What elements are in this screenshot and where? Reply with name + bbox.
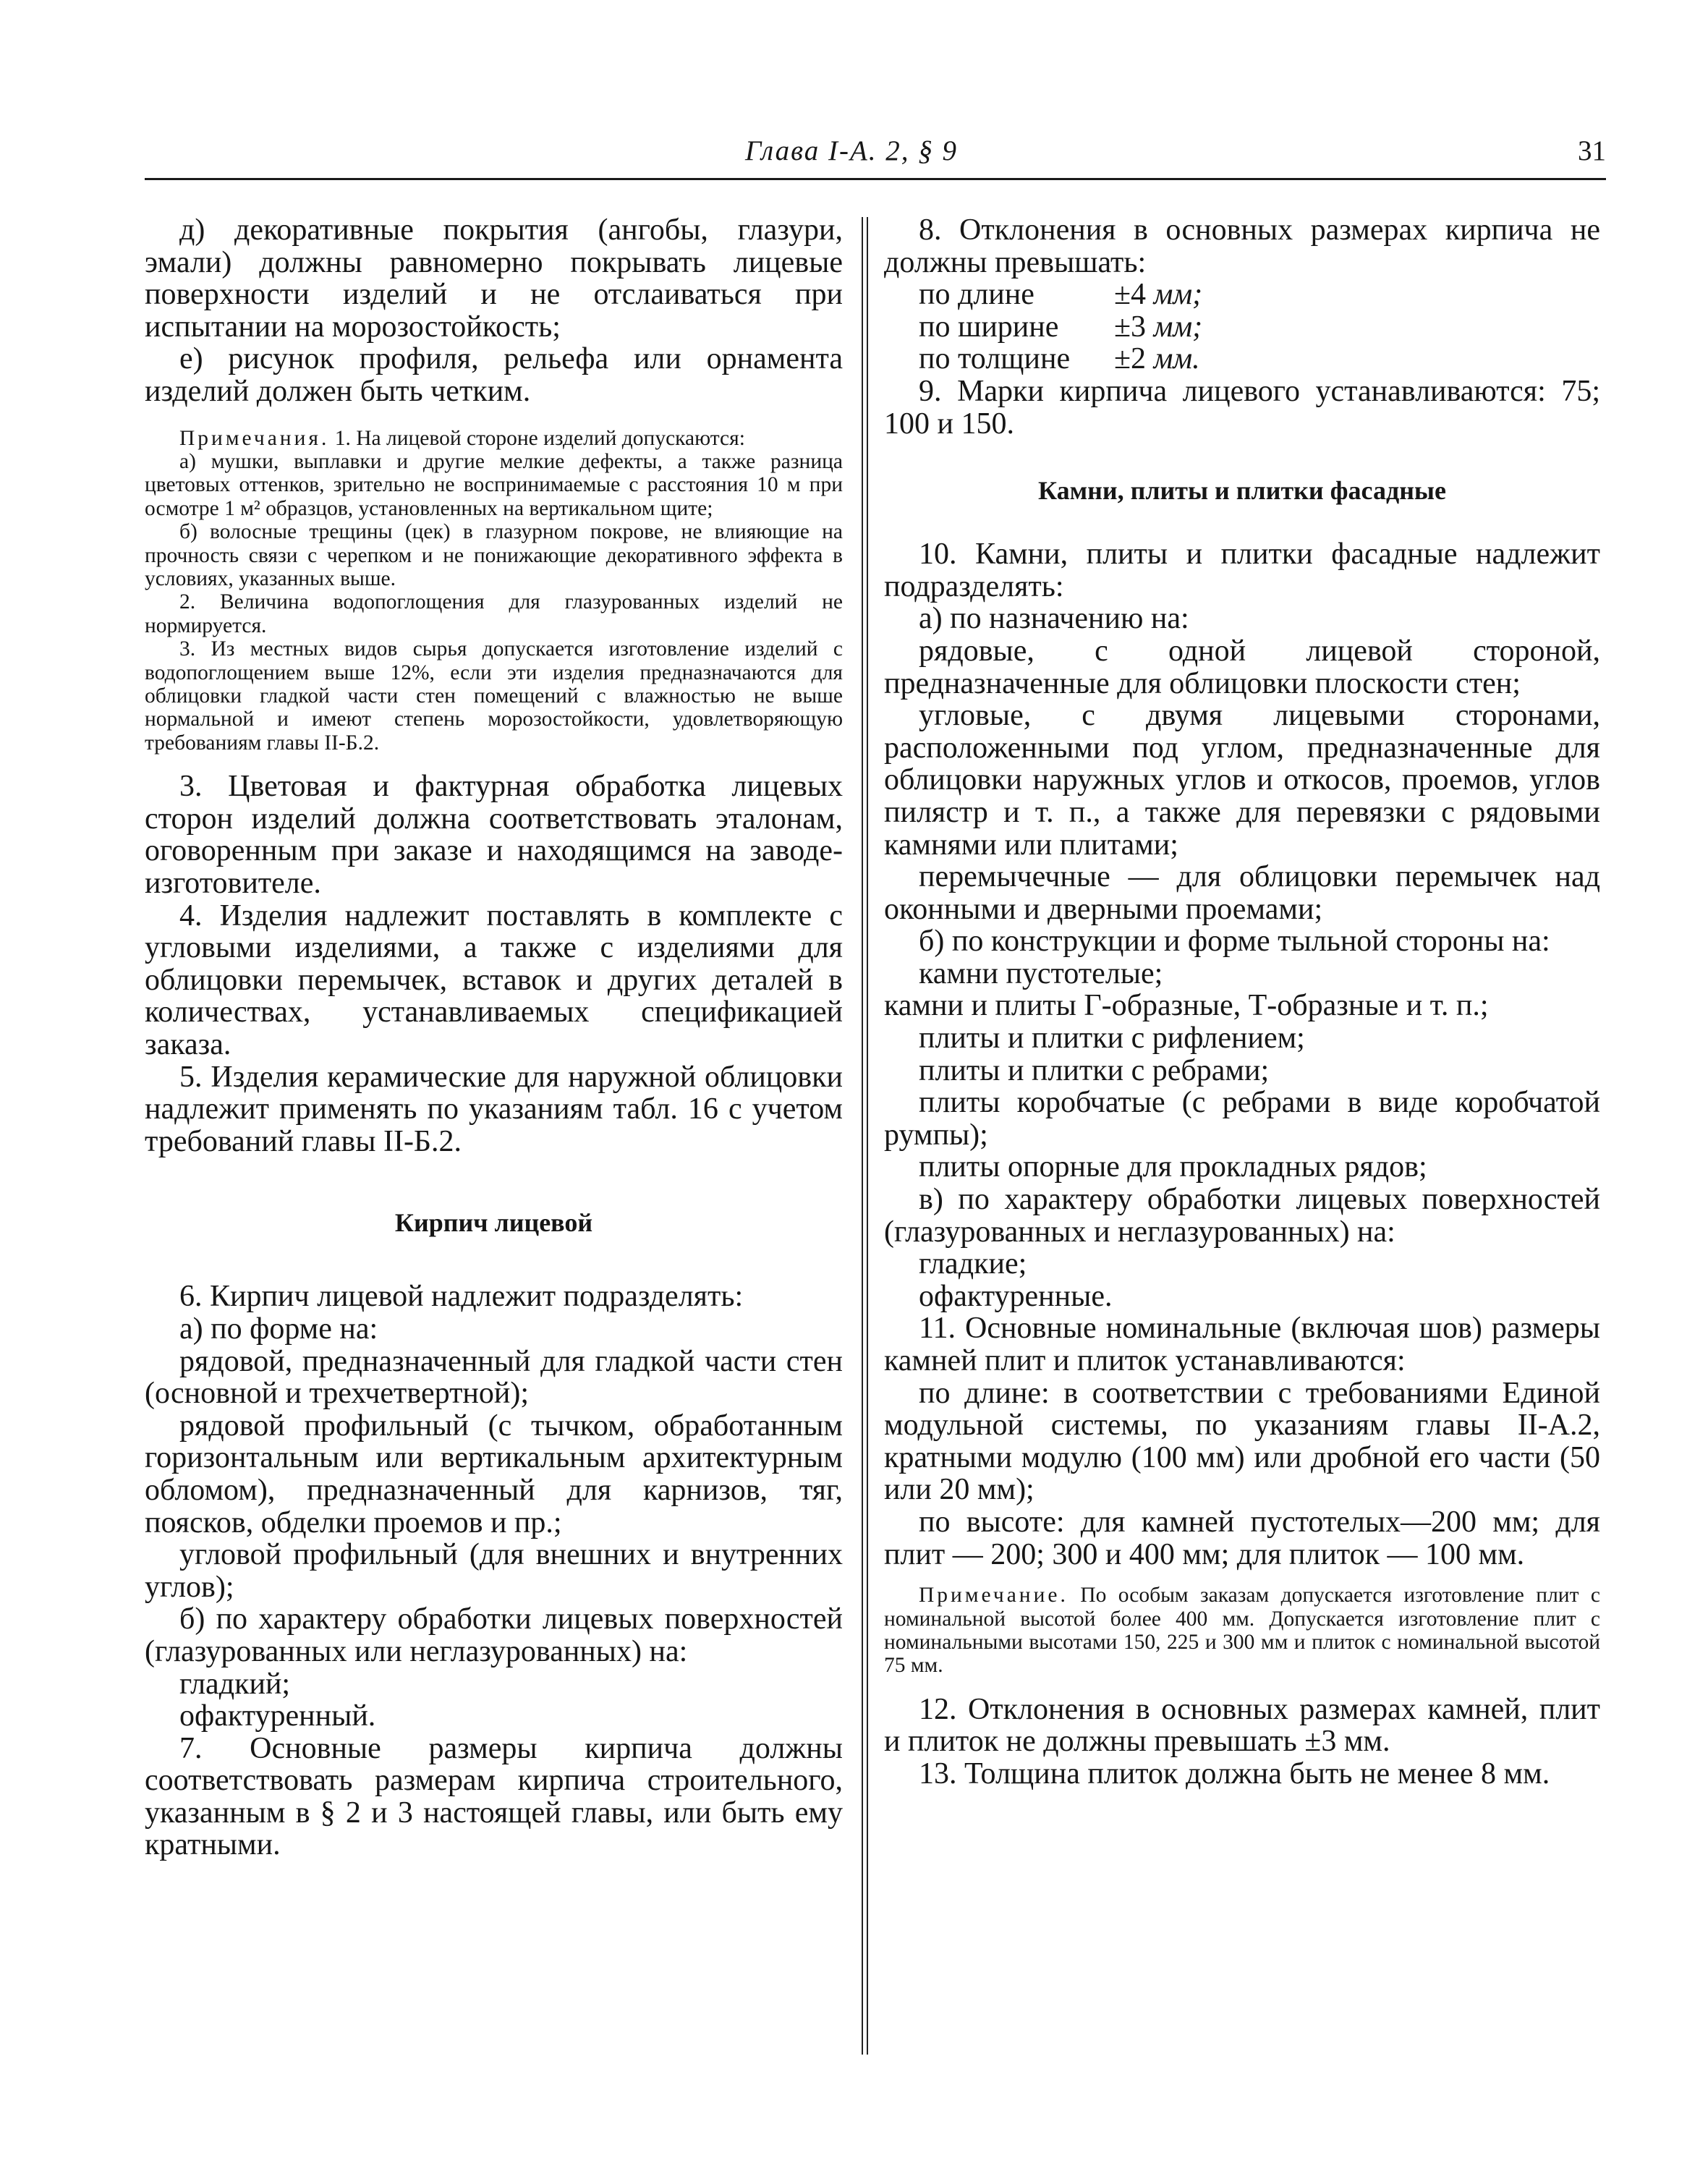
paragraph-12: 12. Отклонения в основных размерах камней, плит и плиток не должны превышать ±3 мм. [884, 1692, 1600, 1759]
paragraph-6-b-2: офактуренный. [179, 1699, 376, 1733]
paragraph-10-b-5: плиты коробчатые (с ребрами в виде коробчатой румпы); [884, 1086, 1600, 1152]
paragraph-9: 9. Марки кирпича лицевого устанавливаются: 75; 100 и 150. [884, 374, 1600, 441]
paragraph-11-length: по длине: в соответствии с требованиями Единой модульной системы, по указаниям главы II-А.2, кратными модулю (100 мм) или дробной его части (50 или 20 мм); [884, 1376, 1600, 1507]
paragraph-10-b-6: плиты опорные для прокладных рядов; [919, 1150, 1427, 1184]
paragraph-10-a-3: перемычечные — для облицовки перемычек над оконными и дверными проемами; [884, 860, 1600, 926]
note-3: 3. Из местных видов сырья допускается изготовление изделий с водопоглощением выше 12%, если эти изделия предназначаются для облицовки гладкой части стен помещений с влажностью не выше нормальной и имеют степень морозостойкости, удовлетворяющую требованиям главы II-Б.2. [145, 637, 843, 755]
paragraph-10-a-1: рядовые, с одной лицевой стороной, предназначенные для облицовки плоскости стен; [884, 634, 1600, 700]
paragraph-4: 4. Изделия надлежит поставлять в комплекте с угловыми изделиями, а также с изделиями для облицовки перемычек, вставок и других деталей в количествах, устанавливаемых спецификацией заказа. [145, 899, 843, 1061]
paragraph-10-c-1: гладкие; [919, 1247, 1027, 1281]
paragraph-10-b-2: камни и плиты Г-образные, Т-образные и т. п.; [884, 989, 1489, 1023]
tolerance-unit: мм; [1153, 278, 1203, 312]
tolerance-label: по ширине [919, 310, 1059, 344]
paragraph-6: 6. Кирпич лицевой надлежит подразделять: [179, 1280, 744, 1314]
paragraph-10-c-2: офактуренные. [919, 1279, 1113, 1313]
tolerance-value: ±4 [1114, 278, 1147, 312]
column-divider [862, 217, 868, 2055]
section-heading-brick: Кирпич лицевой [394, 1208, 593, 1238]
header-rule [145, 178, 1606, 180]
tolerance-row [884, 311, 1600, 344]
note-1-intro: 1. На лицевой стороне изделий допускаются: [334, 426, 745, 450]
page-number: 31 [1578, 135, 1606, 166]
tolerance-row [884, 279, 1600, 311]
paragraph-6-a-3: угловой профильный (для внешних и внутренних углов); [145, 1538, 843, 1604]
paragraph-13: 13. Толщина плиток должна быть не менее 8 мм. [919, 1757, 1550, 1791]
paragraph-7: 7. Основные размеры кирпича должны соответствовать размерам кирпича строительного, указанным в § 2 и 3 настоящей главы, или быть ему кратными. [145, 1731, 843, 1862]
notes-label: Примечания. [179, 426, 330, 450]
tolerance-label: по толщине [919, 342, 1071, 376]
note-1-a: а) мушки, выплавки и другие мелкие дефекты, а также разница цветовых оттенков, зрительно не воспринимаемые с расстояния 10 м при осмотре 1 м² образцов, установленных на вертикальном щите; [145, 449, 843, 520]
paragraph-5: 5. Изделия керамические для наружной облицовки надлежит применять по указаниям табл. 16 с учетом требований главы II-Б.2. [145, 1060, 843, 1158]
paragraph-10-b-1: камни пустотелые; [919, 956, 1163, 990]
note-label: Примечание. [919, 1584, 1068, 1607]
note-2: 2. Величина водопоглощения для глазурованных изделий не нормируется. [145, 590, 843, 637]
left-column [145, 214, 843, 1861]
tolerance-value: ±3 [1114, 310, 1147, 344]
note-1-b: б) волосные трещины (цек) в глазурном покрове, не влияющие на прочность связи с черепком и не понижающие декоративного эффекта в условиях, указанных выше. [145, 520, 843, 590]
notes-intro [145, 427, 843, 450]
paragraph-6-a-1: рядовой, предназначенный для гладкой части стен (основной и трехчетвертной); [145, 1344, 843, 1411]
note-11 [884, 1584, 1600, 1678]
paragraph-10-a: а) по назначению на: [919, 602, 1189, 636]
tolerance-unit: мм; [1153, 310, 1203, 344]
paragraph-10-b-3: плиты и плитки с рифлением; [919, 1021, 1305, 1055]
paragraph-6-a-2: рядовой профильный (с тычком, обработанным горизонтальным или вертикальным архитектурным обломом), предназначенный для карнизов, тяг, поясков, обделки проемов и пр.; [145, 1409, 843, 1539]
paragraph-11: 11. Основные номинальные (включая шов) размеры камней плит и плиток устанавливаются: [884, 1312, 1600, 1377]
paragraph-3: 3. Цветовая и фактурная обработка лицевых сторон изделий должна соответствовать эталонам, оговоренным при заказе и находящимся на заводе-изготовителе. [145, 770, 843, 901]
paragraph-10-b: б) по конструкции и форме тыльной стороны на: [919, 925, 1550, 959]
paragraph-10: 10. Камни, плиты и плитки фасадные надлежит подразделять: [884, 538, 1600, 603]
paragraph-8: 8. Отклонения в основных размерах кирпича не должны превышать: [884, 213, 1600, 279]
paragraph-e: е) рисунок профиля, рельефа или орнамента изделий должен быть четким. [145, 342, 843, 408]
running-header [145, 135, 1606, 175]
paragraph-10-c: в) по характеру обработки лицевых поверхностей (глазурованных и неглазурованных) на: [884, 1183, 1600, 1249]
tolerance-unit: мм. [1153, 342, 1200, 376]
brick-tolerances [884, 279, 1600, 375]
paragraph-6-b-1: гладкий; [179, 1667, 291, 1701]
paragraph-6-a: а) по форме на: [179, 1312, 378, 1346]
note-11-text: По особым заказам допускается изготовление плит с номинальной высотой более 400 мм. Допускается изготовление плит с номинальными высотами 150, 225 и 300 мм и плиток с номинальной высотой 75 мм. [884, 1584, 1600, 1678]
paragraph-10-a-2: угловые, с двумя лицевыми сторонами, расположенными под углом, предназначенные для облицовки наружных углов и откосов, проемов, углов пилястр и т. п., а также для перевязки с рядовыми камнями или плитами; [884, 699, 1600, 862]
paragraph-10-b-4: плиты и плитки с ребрами; [919, 1053, 1270, 1087]
tolerance-label: по длине [919, 278, 1034, 312]
right-column [884, 214, 1600, 1791]
chapter-title: Глава I-А. 2, § 9 [745, 135, 959, 166]
section-heading-stones: Камни, плиты и плитки фасадные [1037, 476, 1447, 506]
tolerance-row [884, 343, 1600, 375]
paragraph-11-height: по высоте: для камней пустотелых—200 мм; для плит — 200; 300 и 400 мм; для плиток — 100 мм. [884, 1505, 1600, 1571]
tolerance-value: ±2 [1114, 342, 1147, 376]
paragraph-6-b: б) по характеру обработки лицевых поверхностей (глазурованных или неглазурованных) на: [145, 1602, 843, 1668]
paragraph-d: д) декоративные покрытия (ангобы, глазури, эмали) должны равномерно покрывать лицевые поверхности изделий и не отслаиваться при испытании на морозостойкость; [145, 213, 843, 344]
